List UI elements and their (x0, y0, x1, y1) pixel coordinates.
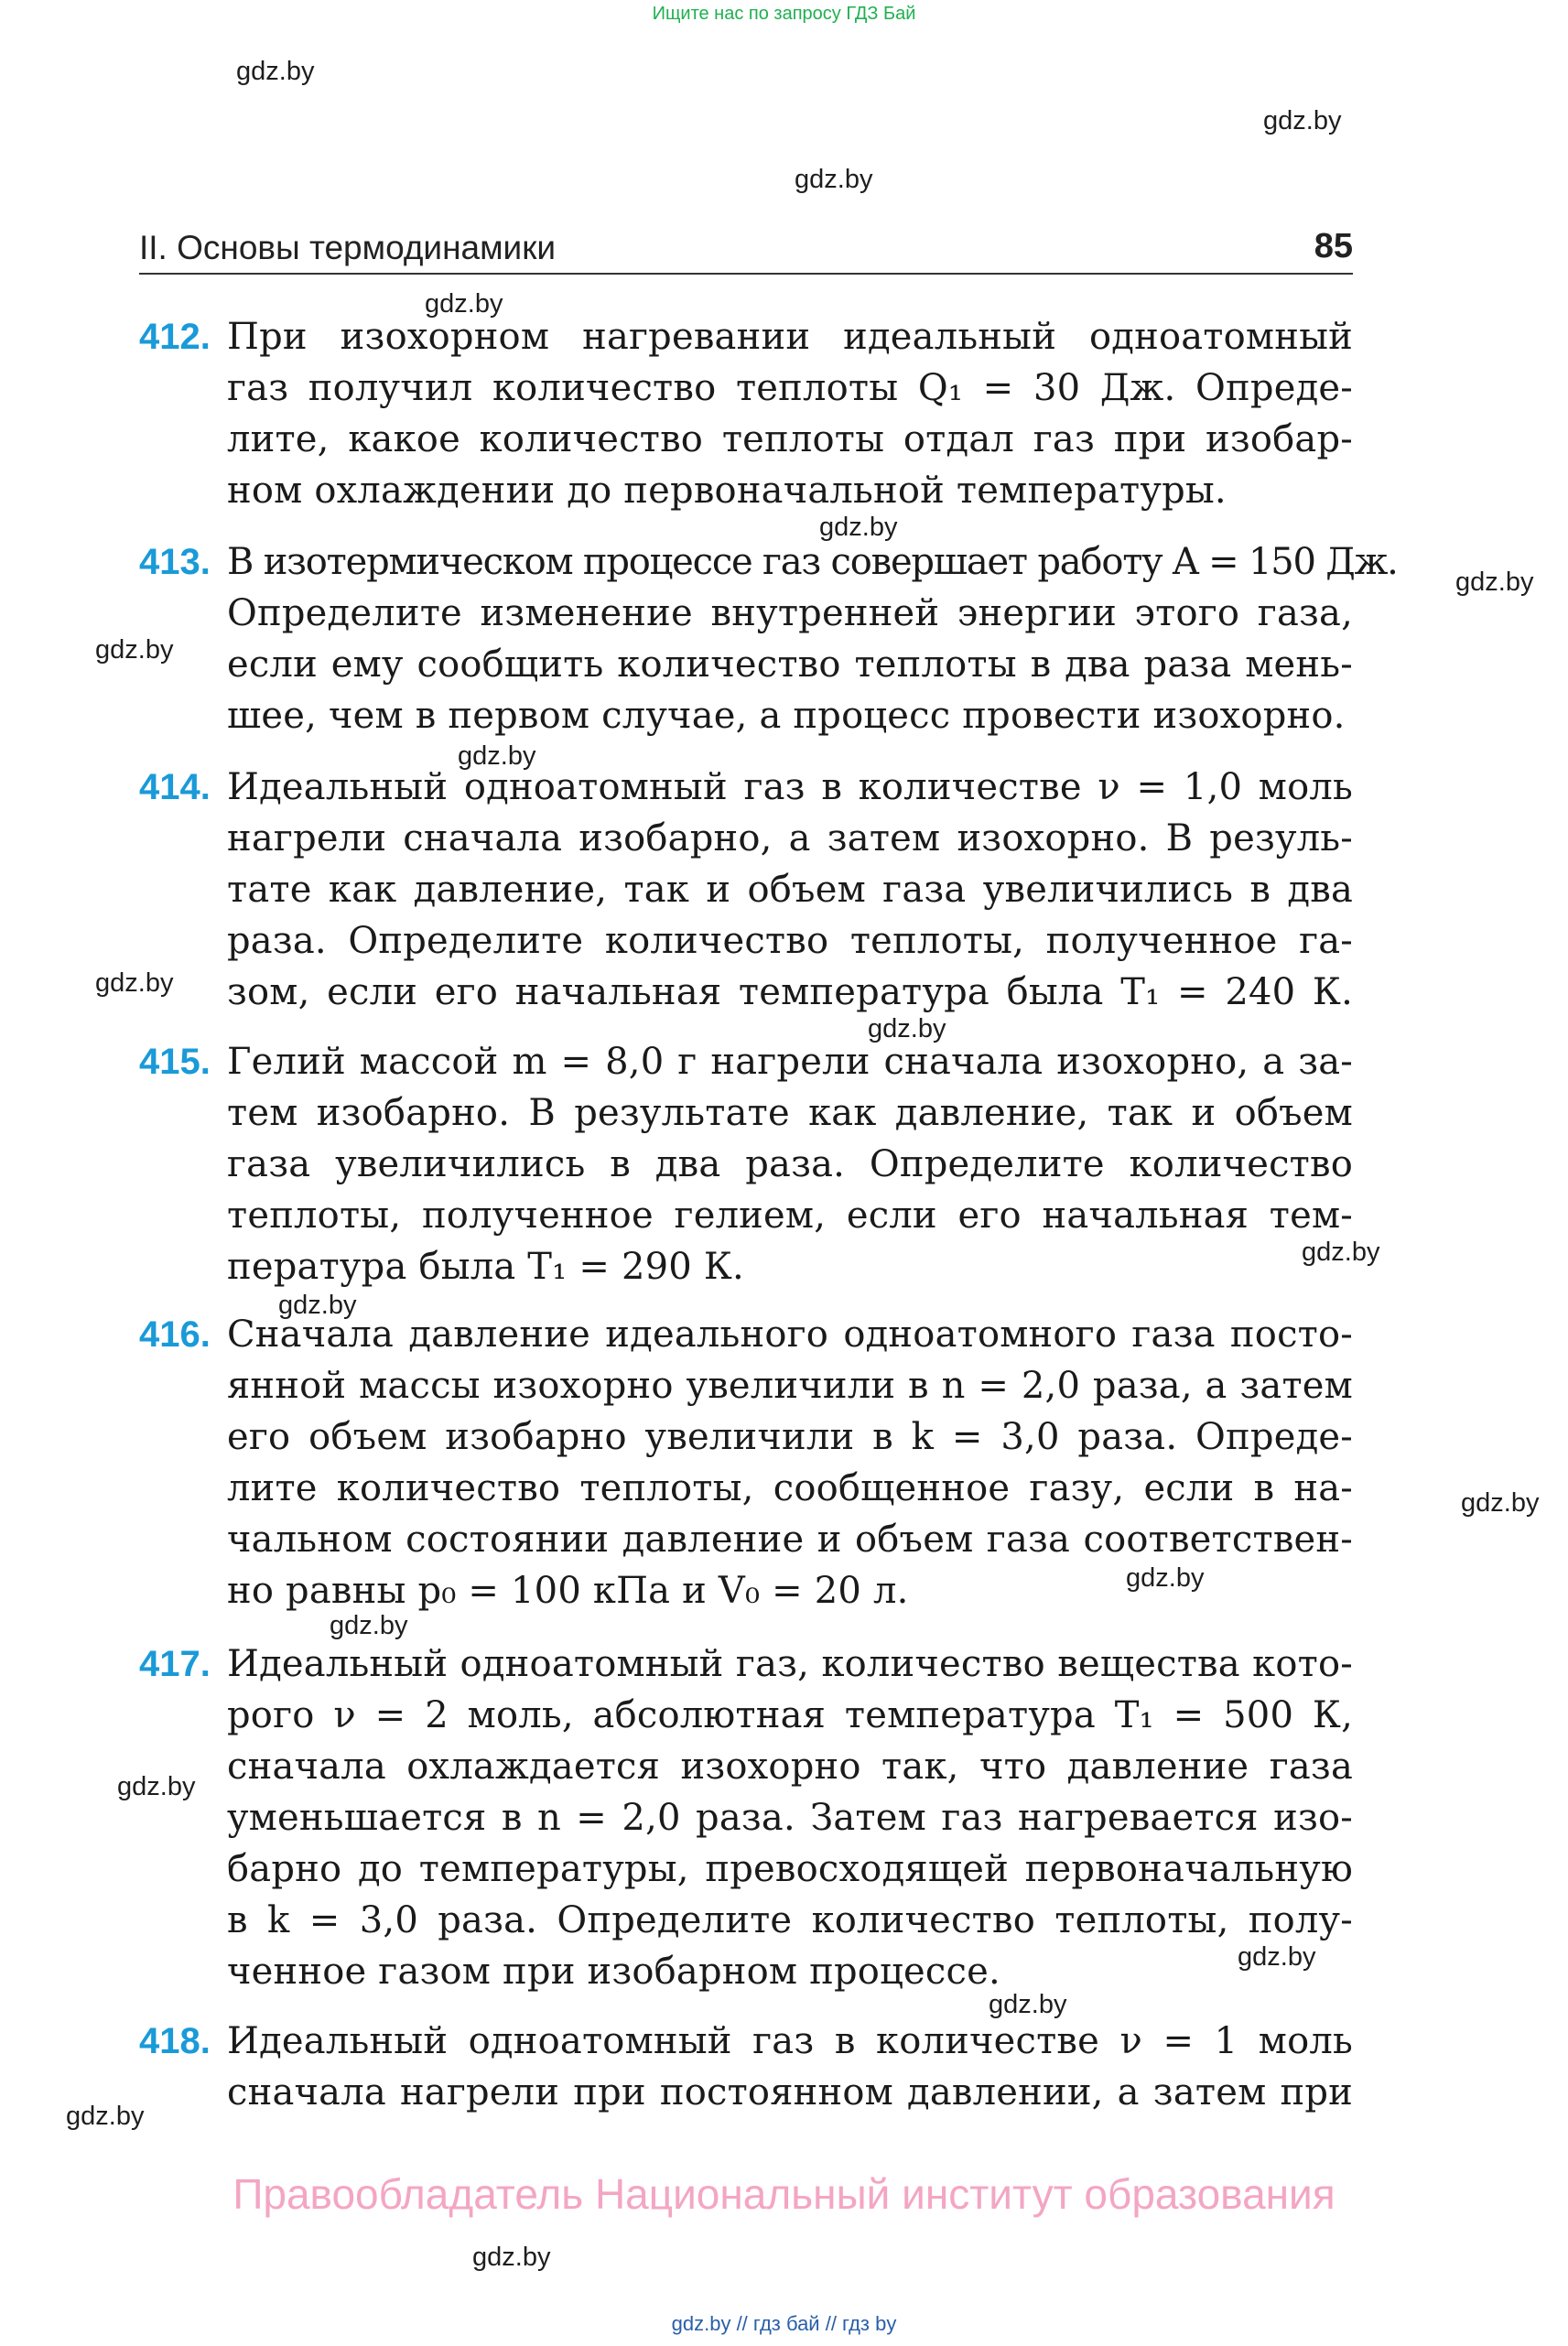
problem-line: чальном состоянии давление и объем газа соответствен- (227, 1519, 1353, 1561)
problem-line: Определите изменение внутренней энергии этого газа, (227, 592, 1353, 634)
watermark: gdz.by (1126, 1563, 1205, 1593)
watermark: gdz.by (868, 1014, 946, 1043)
problem-line: газ получил количество теплоты Q₁ = 30 Дж. Опреде- (227, 367, 1353, 409)
problem-line: ном охлаждении до первоначальной температуры. (227, 470, 1227, 512)
watermark: gdz.by (278, 1291, 357, 1320)
problem-line: барно до температуры, превосходящей первоначальную (227, 1848, 1353, 1890)
watermark: gdz.by (95, 968, 174, 998)
problem-line: Сначала давление идеального одноатомного газа посто- (227, 1314, 1353, 1356)
problem-line: ченное газом при изобарном процессе. (227, 1951, 1000, 1993)
problem-number: 412. (139, 317, 211, 357)
problem-line: его объем изобарно увеличили в k = 3,0 раза. Опреде- (227, 1416, 1353, 1458)
problem-number: 418. (139, 2021, 211, 2061)
problem-line: уменьшается в n = 2,0 раза. Затем газ нагревается изо- (227, 1797, 1353, 1839)
page-number: 85 (1314, 227, 1353, 265)
problem-line: лите, какое количество теплоты отдал газ при изобар- (227, 418, 1353, 460)
problem-line: рого ν = 2 моль, абсолютная температура T₁ = 500 К, (227, 1694, 1353, 1736)
watermark: gdz.by (425, 289, 503, 319)
problem-line: Идеальный одноатомный газ в количестве ν = 1 моль (227, 2020, 1353, 2062)
watermark: gdz.by (330, 1611, 408, 1640)
problem-number: 415. (139, 1042, 211, 1082)
problem-line: газа увеличились в два раза. Определите количество (227, 1143, 1353, 1185)
problem-line: Гелий массой m = 8,0 г нагрели сначала изохорно, а за- (227, 1041, 1353, 1083)
problem-number: 413. (139, 542, 211, 582)
watermark: gdz.by (472, 2243, 551, 2272)
watermark: gdz.by (236, 57, 315, 86)
problem-line: если ему сообщить количество теплоты в два раза мень- (227, 643, 1353, 686)
problem-line: но равны p₀ = 100 кПа и V₀ = 20 л. (227, 1570, 909, 1612)
running-header (139, 225, 1353, 275)
problem-line: раза. Определите количество теплоты, полученное га- (227, 920, 1353, 962)
watermark: gdz.by (66, 2102, 145, 2131)
watermark: gdz.by (1302, 1238, 1380, 1267)
problem-line: тем изобарно. В результате как давление, так и объем (227, 1092, 1353, 1134)
watermark: gdz.by (1455, 568, 1534, 597)
chapter-title: II. Основы термодинамики (139, 229, 557, 266)
problem-number: 414. (139, 767, 211, 807)
problem-line: теплоты, полученное гелием, если его начальная тем- (227, 1195, 1353, 1237)
problem-line: При изохорном нагревании идеальный одноатомный (227, 316, 1353, 358)
problem-line: шее, чем в первом случае, а процесс провести изохорно. (227, 695, 1346, 737)
problem-line: пература была T₁ = 290 К. (227, 1246, 744, 1288)
problem-line: Идеальный одноатомный газ, количество вещества кото- (227, 1643, 1353, 1685)
watermark: gdz.by (458, 741, 536, 771)
problem-line: лите количество теплоты, сообщенное газу, если в на- (227, 1467, 1353, 1509)
copyright-owner: Правообладатель Национальный институт образования (232, 2170, 1336, 2218)
problem-line: тате как давление, так и объем газа увеличились в два (227, 869, 1353, 911)
problem-line: в k = 3,0 раза. Определите количество теплоты, полу- (227, 1899, 1353, 1941)
watermark: gdz.by (795, 165, 873, 194)
problem-number: 416. (139, 1314, 211, 1355)
problem-line: В изотермическом процессе газ совершает работу A = 150 Дж. (227, 541, 1398, 583)
watermark: gdz.by (989, 1990, 1067, 2019)
watermark: gdz.by (117, 1772, 196, 1801)
footer-links[interactable]: gdz.by // гдз бай // гдз by (671, 2312, 897, 2335)
watermark: gdz.by (819, 513, 898, 542)
watermark: gdz.by (1263, 106, 1342, 135)
watermark: gdz.by (1238, 1942, 1316, 1972)
problem-line: Идеальный одноатомный газ в количестве ν = 1,0 моль (227, 766, 1353, 808)
problem-line: янной массы изохорно увеличили в n = 2,0 раза, а затем (227, 1365, 1353, 1407)
problem-line: сначала охлаждается изохорно так, что давление газа (227, 1746, 1353, 1788)
problem-line: сначала нагрели при постоянном давлении, а затем при (227, 2071, 1353, 2114)
watermark: gdz.by (1461, 1488, 1540, 1518)
problem-line: нагрели сначала изобарно, а затем изохорно. В резуль- (227, 817, 1353, 859)
watermark: gdz.by (95, 635, 174, 665)
problem-number: 417. (139, 1644, 211, 1684)
top-banner[interactable]: Ищите нас по запросу ГДЗ Бай (652, 4, 916, 24)
problem-line: зом, если его начальная температура была T₁ = 240 К. (227, 971, 1353, 1013)
